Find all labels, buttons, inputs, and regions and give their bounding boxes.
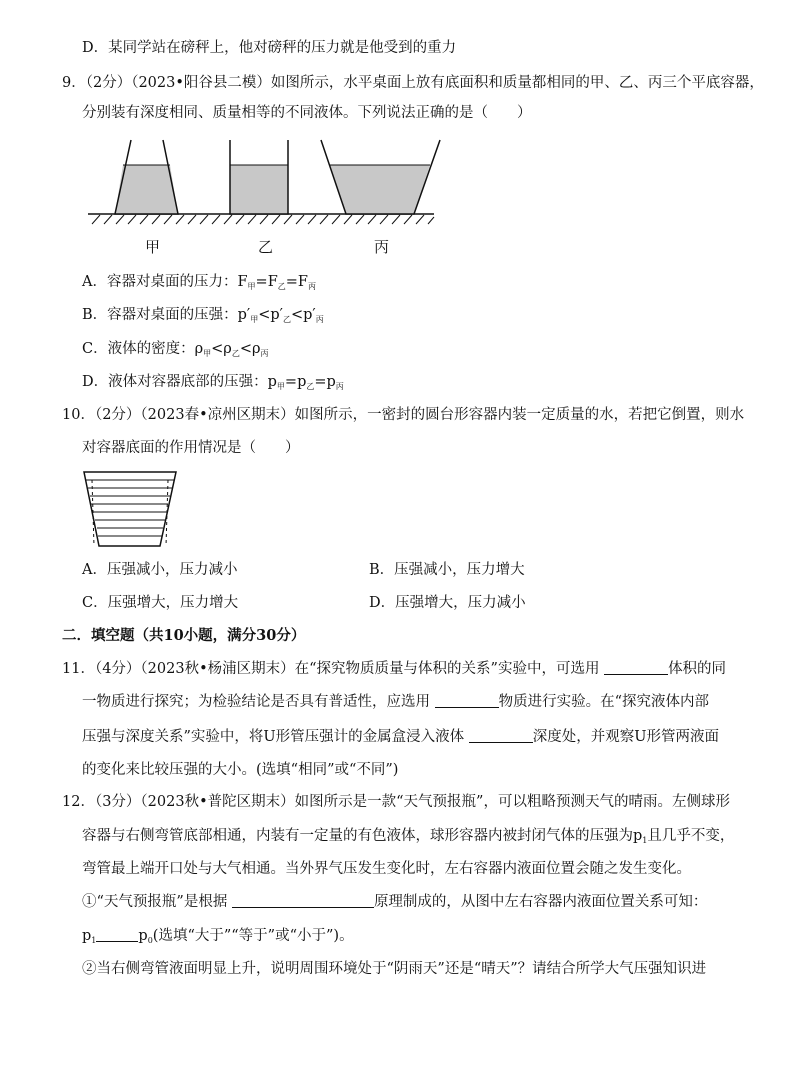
q11-line1 (62, 659, 726, 679)
sub-yi: 乙 (282, 315, 291, 324)
q12-blank-1[interactable] (232, 893, 374, 908)
q9-option-a[interactable] (82, 272, 316, 297)
sub-1: 1 (642, 836, 648, 845)
sub-bing: 丙 (260, 349, 269, 358)
q11-text: 压强与深度关系”实验中，将U形管压强计的金属盒浸入液体 (82, 729, 465, 745)
q9-stem-line1: 9．（2分）（2023•阳谷县二模）如图所示，水平桌面上放有底面积和质量都相同的甲、乙、丙三个平底容器， (62, 75, 764, 91)
water-dashes (92, 480, 168, 546)
q12-line3: 弯管最上端开口处与大气相通。当外界气压发生变化时，左右容器内液面位置会随之发生变化。 (82, 861, 691, 877)
q10-stem-line2: 对容器底面的作用情况是（ ） (82, 440, 300, 456)
container-yi (230, 140, 288, 214)
q10-stem-line1: 10．（2分）（2023春•凉州区期末）如图所示，一密封的圆台形容器内装一定质量的水，若把它倒置，则水 (62, 407, 745, 423)
label-yi: 乙 (258, 238, 274, 256)
q9-option-a-mid1: =F (255, 274, 278, 290)
q12-line4 (82, 892, 707, 912)
q12-text: 原理制成的，从图中左右容器内液面位置关系可知： (373, 894, 708, 910)
q12-blank-2[interactable] (96, 927, 138, 942)
q10-option-c[interactable]: C．压强增大，压力增大 (82, 595, 239, 611)
q9-stem-line2: 分别装有深度相同、质量相等的不同液体。下列说法正确的是（ ） (82, 105, 532, 121)
q9-option-d-text: D．液体对容器底部的压强：p (82, 374, 277, 390)
q9-option-a-mid2: =F (285, 274, 308, 290)
q11-blank-3[interactable] (469, 728, 533, 743)
q9-option-d[interactable] (82, 372, 344, 397)
sub-jia: 甲 (250, 315, 259, 324)
q9-option-b-mid1: <p′ (258, 307, 283, 323)
q11-text: 深度处，并观察U形管两液面 (532, 729, 719, 745)
q11-blank-1[interactable] (604, 660, 668, 675)
q9-option-c-text: C．液体的密度：ρ (82, 341, 204, 357)
q12-line2 (82, 826, 734, 851)
sub-jia: 甲 (247, 282, 256, 291)
q12-text: p (138, 928, 148, 944)
q11-text: 一物质进行探究；为检验结论是否具有普适性，应选用 (82, 694, 430, 710)
q10-option-d[interactable]: D．压强增大，压力减小 (369, 595, 526, 611)
q12-line1: 12．（3分）（2023秋•普陀区期末）如图所示是一款“天气预报瓶”，可以粗略预测天气的晴雨。左侧球形 (62, 794, 730, 810)
sub-yi: 乙 (231, 349, 240, 358)
q12-text: ①“天气预报瓶”是根据 (82, 894, 228, 910)
q12-text: 容器与右侧弯管底部相通，内装有一定量的有色液体，球形容器内被封闭气体的压强为p (82, 828, 643, 844)
sub-jia: 甲 (203, 349, 212, 358)
sub-bing: 丙 (335, 382, 344, 391)
water-lines (86, 480, 174, 536)
q10-option-b[interactable]: B．压强减小，压力增大 (369, 562, 525, 578)
sub-bing: 丙 (315, 315, 324, 324)
q9-option-c-mid2: <ρ (239, 341, 261, 357)
q10-option-a[interactable]: A．压强减小，压力减小 (82, 562, 238, 578)
section-heading: 二．填空题（共10小题，满分30分） (62, 627, 306, 644)
q12-text: (选填“大于”“等于”或“小于”)。 (152, 928, 354, 944)
q9-option-b-mid2: <p′ (290, 307, 316, 323)
q11-line4: 的变化来比较压强的大小。(选填“相同”或“不同”) (82, 762, 399, 778)
q11-line3 (82, 727, 719, 747)
sub-bing: 丙 (307, 282, 316, 291)
q11-text: 物质进行实验。在“探究液体内部 (498, 694, 710, 710)
q9-option-c-mid1: <ρ (211, 341, 232, 357)
q12-line6: ②当右侧弯管液面明显上升，说明周围环境处于“阴雨天”还是“晴天”？请结合所学大气压强知识进 (82, 961, 707, 977)
q9-option-d-mid1: =p (284, 374, 307, 390)
label-bing: 丙 (374, 238, 390, 256)
sub-jia: 甲 (276, 382, 285, 391)
q12-text: 且几乎不变， (647, 828, 735, 844)
table-hatching (92, 215, 434, 224)
sub-yi: 乙 (306, 382, 315, 391)
sub-1: 1 (91, 936, 97, 945)
q8-option-d: D．某同学站在磅秤上，他对磅秤的压力就是他受到的重力 (82, 40, 457, 56)
q9-option-c[interactable] (82, 339, 269, 364)
q9-option-d-mid2: =p (314, 374, 336, 390)
q9-option-b-text: B．容器对桌面的压强：p′ (82, 307, 251, 323)
q9-option-a-text: A．容器对桌面的压力：F (82, 274, 248, 290)
label-jia: 甲 (145, 238, 161, 256)
q12-line5 (82, 926, 354, 951)
container-bing (321, 140, 440, 214)
q11-line2 (82, 692, 709, 712)
container-jia (115, 140, 178, 214)
q11-text: 体积的同 (668, 661, 727, 677)
sub-0: 0 (147, 936, 153, 945)
q9-option-b[interactable] (82, 305, 324, 330)
q11-blank-2[interactable] (435, 693, 499, 708)
sub-yi: 乙 (277, 282, 286, 291)
q11-text: 11．（4分）（2023秋•杨浦区期末）在“探究物质质量与体积的关系”实验中，可选用 (62, 661, 600, 677)
q12-text: p (82, 928, 92, 944)
